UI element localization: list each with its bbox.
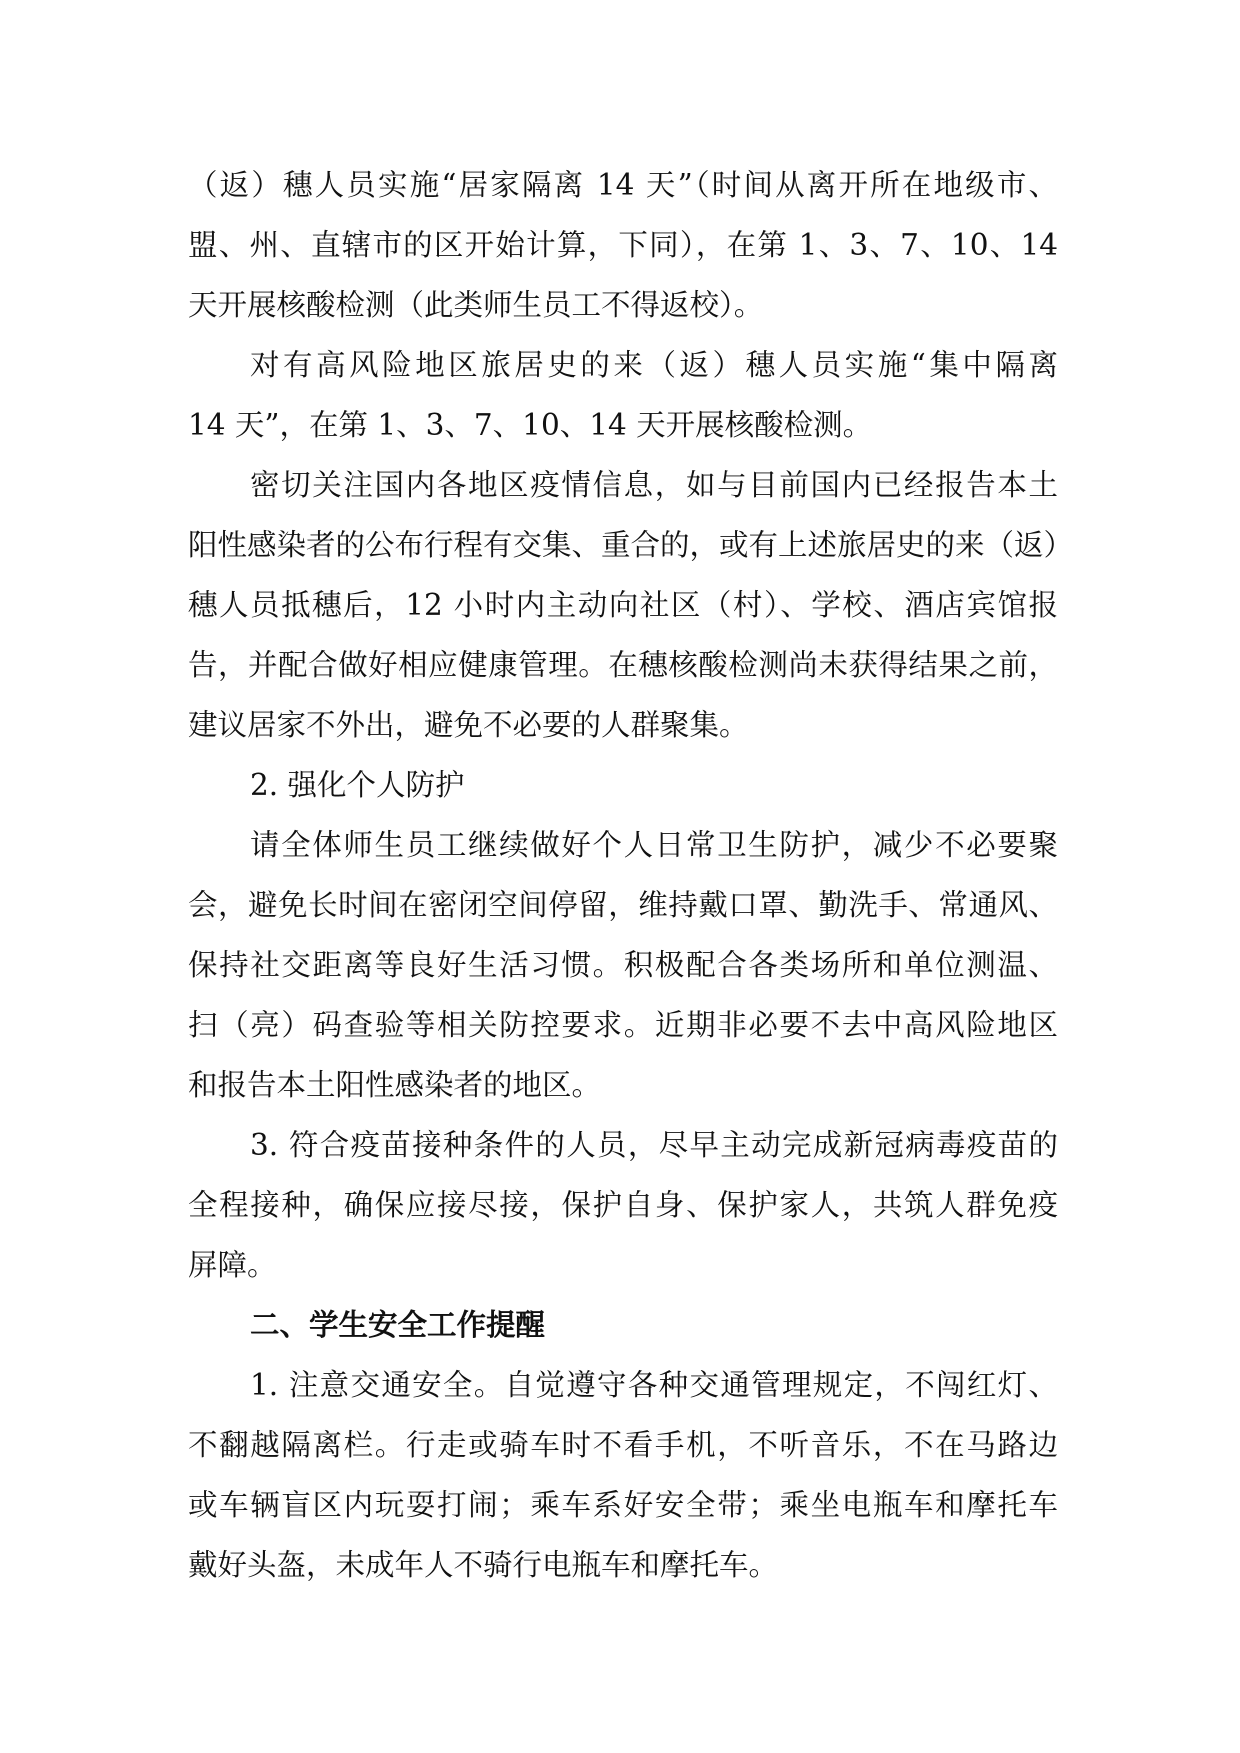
text-line: 或车辆盲区内玩耍打闹；乘车系好安全带；乘坐电瓶车和摩托车	[188, 1488, 1058, 1522]
text-line: 戴好头盔，未成年人不骑行电瓶车和摩托车。	[188, 1548, 779, 1582]
text-line: 穗人员抵穗后，12 小时内主动向社区（村）、学校、酒店宾馆报	[188, 588, 1058, 622]
section-heading: 二、学生安全工作提醒	[250, 1308, 546, 1342]
text-line: 不翻越隔离栏。行走或骑车时不看手机，不听音乐，不在马路边	[188, 1428, 1058, 1462]
paragraph-first-line: 1. 注意交通安全。自觉遵守各种交通管理规定，不闯红灯、	[250, 1368, 1058, 1402]
text-line: （返）穗人员实施“居家隔离 14 天”（时间从离开所在地级市、	[188, 168, 1058, 202]
text-line: 阳性感染者的公布行程有交集、重合的，或有上述旅居史的来（返）	[188, 528, 1074, 562]
paragraph-first-line: 请全体师生员工继续做好个人日常卫生防护，减少不必要聚	[250, 828, 1058, 862]
text-line: 扫（亮）码查验等相关防控要求。近期非必要不去中高风险地区	[188, 1008, 1058, 1042]
paragraph-first-line: 密切关注国内各地区疫情信息，如与目前国内已经报告本土	[250, 468, 1058, 502]
text-line: 保持社交距离等良好生活习惯。积极配合各类场所和单位测温、	[188, 948, 1058, 982]
text-line: 盟、州、直辖市的区开始计算，下同），在第 1、3、7、10、14	[188, 228, 1058, 262]
text-line: 全程接种，确保应接尽接，保护自身、保护家人，共筑人群免疫	[188, 1188, 1058, 1222]
text-line: 会，避免长时间在密闭空间停留，维持戴口罩、勤洗手、常通风、	[188, 888, 1058, 922]
text-line: 和报告本土阳性感染者的地区。	[188, 1068, 602, 1102]
document-body	[188, 155, 1074, 1595]
text-line: 14 天”，在第 1、3、7、10、14 天开展核酸检测。	[188, 408, 873, 442]
text-line: 屏障。	[188, 1248, 277, 1282]
subheading: 2. 强化个人防护	[250, 768, 465, 802]
paragraph-first-line: 3. 符合疫苗接种条件的人员，尽早主动完成新冠病毒疫苗的	[250, 1128, 1058, 1162]
paragraph-first-line: 对有高风险地区旅居史的来（返）穗人员实施“集中隔离	[250, 348, 1058, 382]
text-line: 建议居家不外出，避免不必要的人群聚集。	[188, 708, 749, 742]
text-line: 天开展核酸检测（此类师生员工不得返校）。	[188, 288, 764, 322]
text-line: 告，并配合做好相应健康管理。在穗核酸检测尚未获得结果之前，	[188, 648, 1058, 682]
